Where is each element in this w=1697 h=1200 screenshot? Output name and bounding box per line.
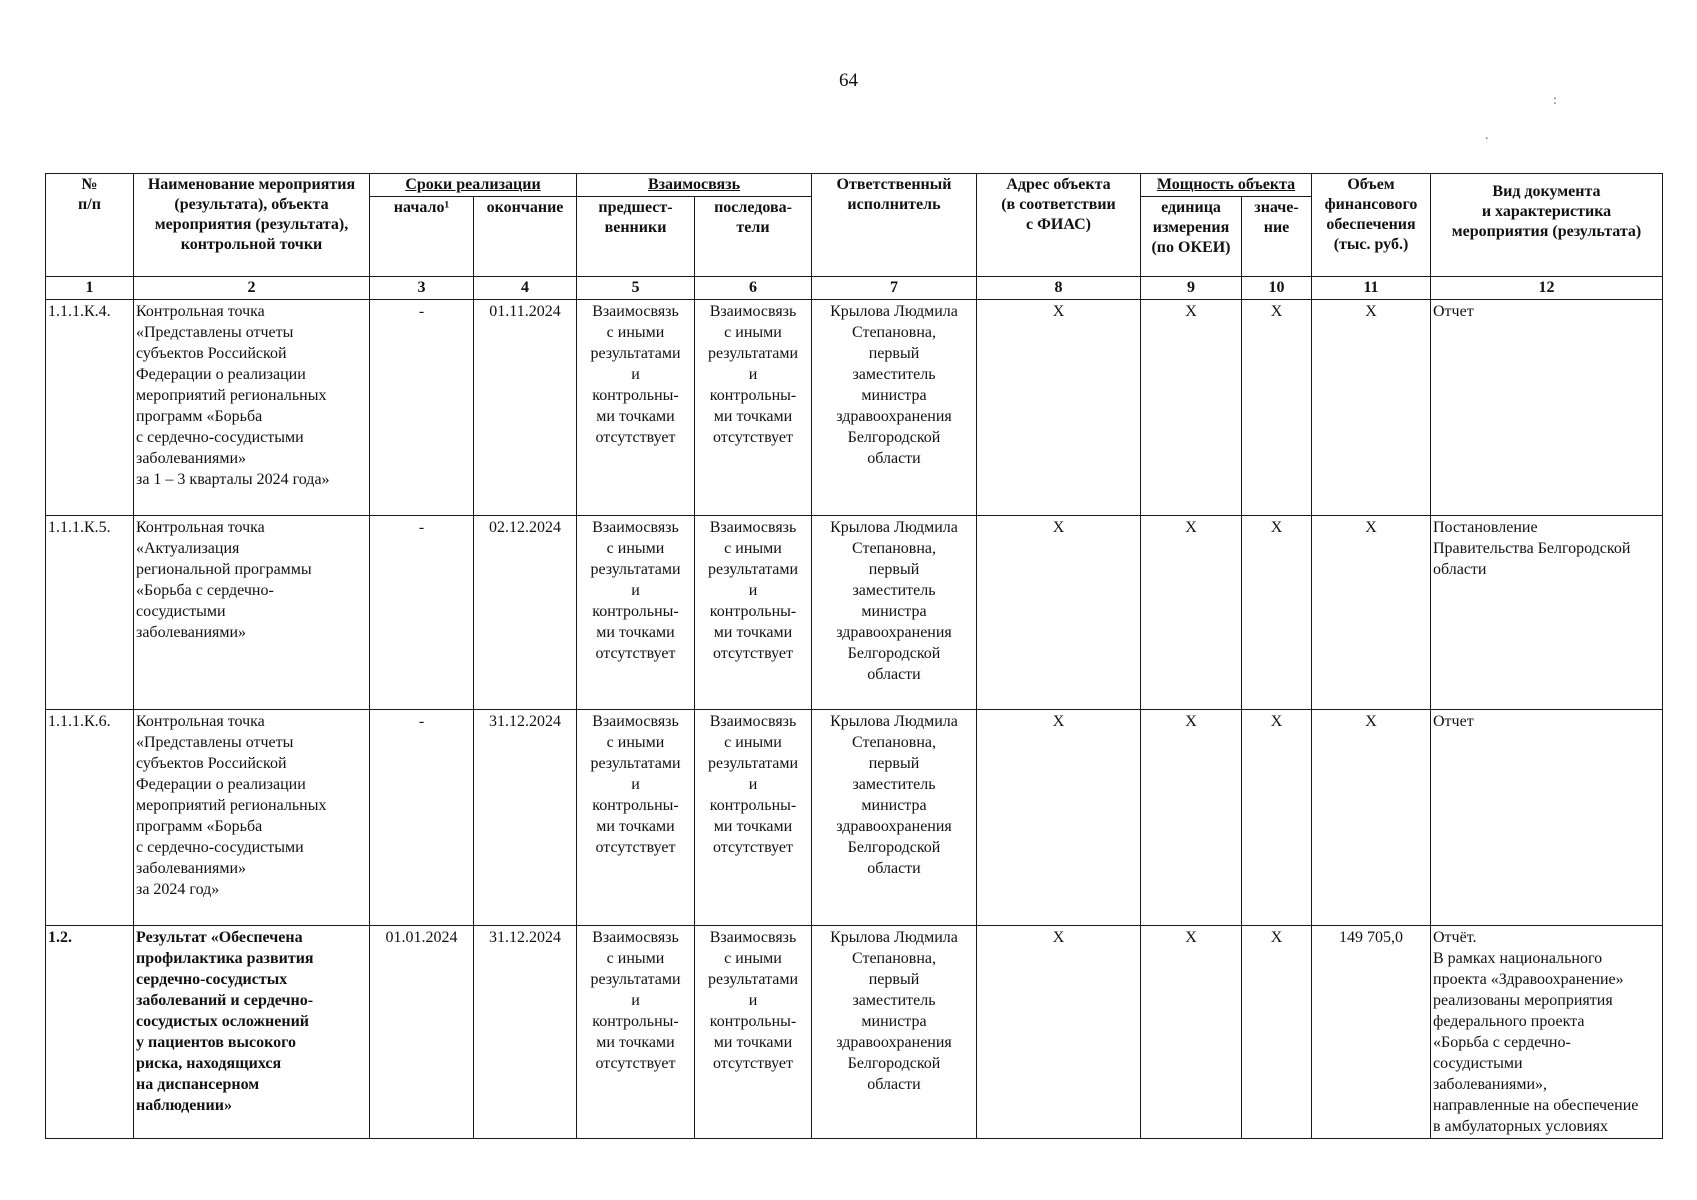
row-responsible: Крылова Людмила Степановна, первый заместитель министра здравоохранения Белгородской области (812, 710, 977, 926)
row-number: 1.2. (46, 926, 134, 1139)
row-predecessors: Взаимосвязь с иными результатами и контрольны- ми точками отсутствует (577, 516, 695, 710)
row-predecessors: Взаимосвязь с иными результатами и контрольны- ми точками отсутствует (577, 710, 695, 926)
row-responsible: Крылова Людмила Степановна, первый заместитель министра здравоохранения Белгородской области (812, 300, 977, 516)
header-capacity: Мощность объекта (1141, 174, 1312, 197)
row-unit: Х (1141, 300, 1242, 516)
row-responsible: Крылова Людмила Степановна, первый заместитель министра здравоохранения Белгородской области (812, 926, 977, 1139)
row-successors: Взаимосвязь с иными результатами и контрольны- ми точками отсутствует (695, 516, 812, 710)
header-address: Адрес объекта (в соответствии с ФИАС) (977, 174, 1141, 277)
table-row (46, 710, 1663, 926)
scan-artifact: : (1553, 93, 1557, 108)
row-name: Контрольная точка «Представлены отчеты субъектов Российской Федерации о реализации мероприятий региональных программ «Борьба с сердечно-сосудистыми заболеваниями» за 2024 год» (134, 710, 370, 926)
row-end: 01.11.2024 (474, 300, 577, 516)
header-end: окончание (474, 197, 577, 277)
row-address: Х (977, 926, 1141, 1139)
column-number-row (46, 277, 1663, 300)
column-number: 11 (1312, 277, 1431, 300)
table-row (46, 516, 1663, 710)
column-number: 7 (812, 277, 977, 300)
header-link: Взаимосвязь (577, 174, 812, 197)
column-number: 1 (46, 277, 134, 300)
row-unit: Х (1141, 710, 1242, 926)
row-value: Х (1242, 926, 1312, 1139)
row-successors: Взаимосвязь с иными результатами и контрольны- ми точками отсутствует (695, 300, 812, 516)
row-unit: Х (1141, 516, 1242, 710)
row-finance: 149 705,0 (1312, 926, 1431, 1139)
header-predecessors: предшест- венники (577, 197, 695, 277)
row-name: Контрольная точка «Актуализация региональной программы «Борьба с сердечно- сосудистыми заболеваниями» (134, 516, 370, 710)
row-finance: Х (1312, 710, 1431, 926)
header-unit: единица измерения (по ОКЕИ) (1141, 197, 1242, 277)
row-value: Х (1242, 710, 1312, 926)
row-start: - (370, 300, 474, 516)
column-number: 2 (134, 277, 370, 300)
header-document: Вид документа и характеристика мероприятия (результата) (1431, 174, 1663, 277)
header-start: начало¹ (370, 197, 474, 277)
row-finance: Х (1312, 300, 1431, 516)
column-number: 9 (1141, 277, 1242, 300)
header-value: значе- ние (1242, 197, 1312, 277)
column-number: 8 (977, 277, 1141, 300)
row-document: Отчёт. В рамках национального проекта «Здравоохранение» реализованы мероприятия федерального проекта «Борьба с сердечно- сосудистыми заболеваниями», направленные на обеспечение в амбулаторных условиях (1431, 926, 1663, 1139)
table-row (46, 926, 1663, 1139)
header-num: № п/п (46, 174, 134, 277)
column-number: 12 (1431, 277, 1663, 300)
row-unit: Х (1141, 926, 1242, 1139)
row-end: 31.12.2024 (474, 710, 577, 926)
row-responsible: Крылова Людмила Степановна, первый заместитель министра здравоохранения Белгородской области (812, 516, 977, 710)
header-name: Наименование мероприятия (результата), объекта мероприятия (результата), контрольной точки (134, 174, 370, 277)
row-document: Постановление Правительства Белгородской области (1431, 516, 1663, 710)
row-start: 01.01.2024 (370, 926, 474, 1139)
row-end: 31.12.2024 (474, 926, 577, 1139)
row-address: Х (977, 516, 1141, 710)
row-predecessors: Взаимосвязь с иными результатами и контрольны- ми точками отсутствует (577, 926, 695, 1139)
header-successors: последова- тели (695, 197, 812, 277)
page-number: 64 (839, 70, 858, 91)
row-predecessors: Взаимосвязь с иными результатами и контрольны- ми точками отсутствует (577, 300, 695, 516)
row-name: Контрольная точка «Представлены отчеты субъектов Российской Федерации о реализации мероприятий региональных программ «Борьба с сердечно-сосудистыми заболеваниями» за 1 – 3 кварталы 2024 года» (134, 300, 370, 516)
scan-artifact: . (1485, 128, 1489, 143)
row-start: - (370, 710, 474, 926)
column-number: 5 (577, 277, 695, 300)
row-name: Результат «Обеспечена профилактика развития сердечно-сосудистых заболеваний и сердечно- сосудистых осложнений у пациентов высокого риска, находящихся на диспансерном наблюдении» (134, 926, 370, 1139)
column-number: 10 (1242, 277, 1312, 300)
row-value: Х (1242, 516, 1312, 710)
header-responsible: Ответственный исполнитель (812, 174, 977, 277)
row-document: Отчет (1431, 300, 1663, 516)
row-successors: Взаимосвязь с иными результатами и контрольны- ми точками отсутствует (695, 710, 812, 926)
header-finance: Объем финансового обеспечения (тыс. руб.) (1312, 174, 1431, 277)
row-address: Х (977, 710, 1141, 926)
row-value: Х (1242, 300, 1312, 516)
row-successors: Взаимосвязь с иными результатами и контрольны- ми точками отсутствует (695, 926, 812, 1139)
column-number: 4 (474, 277, 577, 300)
table-row (46, 300, 1663, 516)
column-number: 6 (695, 277, 812, 300)
row-end: 02.12.2024 (474, 516, 577, 710)
measures-table (45, 173, 1663, 1139)
row-start: - (370, 516, 474, 710)
row-number: 1.1.1.К.4. (46, 300, 134, 516)
row-document: Отчет (1431, 710, 1663, 926)
row-number: 1.1.1.К.5. (46, 516, 134, 710)
row-address: Х (977, 300, 1141, 516)
row-finance: Х (1312, 516, 1431, 710)
column-number: 3 (370, 277, 474, 300)
row-number: 1.1.1.К.6. (46, 710, 134, 926)
header-dates: Сроки реализации (370, 174, 577, 197)
